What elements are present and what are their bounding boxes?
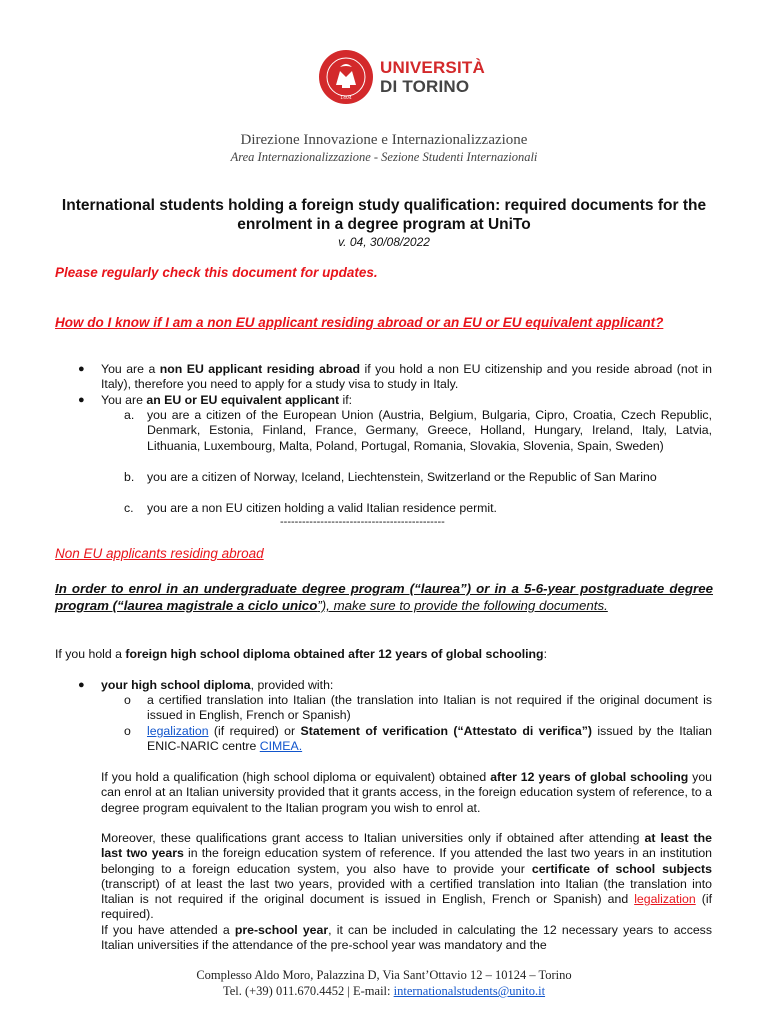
list-item-text: if you hold a non EU citizenship and you reside abroad (not in Italy), therefore you need to apply for a study visa to study in Italy. (101, 362, 712, 392)
update-warning: Please regularly check this document for updates. (55, 265, 378, 280)
list-item-non-eu (101, 362, 712, 393)
list-item-bold: your high school diploma (101, 678, 251, 692)
list-item-bold: non EU applicant residing abroad (159, 362, 361, 376)
paragraph-bold: certificate of school subjects (531, 861, 712, 876)
email-link[interactable]: internationalstudents@unito.it (393, 984, 546, 998)
paragraph-text: If you have attended a (101, 923, 235, 937)
instructions-bold: In order to enrol in an undergraduate degree program (“laurea”) or in a 5-6-year postgraduate degree program (“laurea magistrale a ciclo unico (55, 581, 713, 613)
sublist-item-eea-citizen: you are a citizen of Norway, Iceland, Liechtenstein, Switzerland or the Republic of San Marino (147, 470, 657, 484)
paragraph-text: in the foreign education system of reference. If you attended the last two years in an institution belonging to a foreign education system, you also have to provide your (101, 846, 712, 876)
intro-text: : (543, 647, 547, 661)
list-item-text: You are a (101, 362, 160, 376)
footer-phone: Tel. (+39) 011.670.4452 | E-mail: (222, 984, 394, 998)
paragraph-text: (if required). (101, 892, 712, 922)
list-item-bold: an EU or EU equivalent applicant (146, 393, 340, 407)
paragraph-bold: after 12 years of global schooling (490, 770, 689, 784)
paragraph-12-years (101, 770, 712, 816)
footer-address: Complesso Aldo Moro, Palazzina D, Via Sant’Ottavio 12 – 10124 – Torino (196, 968, 572, 982)
university-seal-icon (318, 49, 374, 105)
sublist-item-translation: a certified translation into Italian (the translation into Italian is not required if the original document is issued in English, French or Spanish) (147, 693, 712, 723)
sublist-marker: b. (124, 470, 135, 484)
university-logo (318, 49, 488, 109)
seal-year: 1404 (340, 96, 352, 101)
intro-text: If you hold a (55, 647, 126, 661)
bullet-dot: ● (78, 394, 85, 406)
paragraph-text: you can enrol at an Italian university provided that it grants access, in the foreign education system of reference, to a degree program equivalent to the Italian program you wish to enrol at. (101, 770, 712, 815)
legalization-link[interactable]: legalization (147, 724, 209, 738)
sublist-item-residence-permit: you are a non EU citizen holding a valid Italian residence permit. (147, 501, 497, 515)
section-title: Non EU applicants residing abroad (55, 546, 264, 561)
sublist-marker: o (124, 724, 131, 738)
directorate-title: Direzione Innovazione e Internazionalizzazione (240, 132, 528, 148)
list-item-text: You are (101, 393, 147, 407)
sublist-marker: o (124, 693, 131, 707)
bullet-dot: ● (78, 679, 85, 691)
sublist-bold: Statement of verification (“Attestato di verifica”) (300, 724, 592, 738)
paragraph-bold: pre-school year (234, 923, 329, 937)
instructions-normal: ”), make sure to provide the following documents. (317, 598, 608, 613)
list-item-text: , provided with: (250, 678, 334, 692)
paragraph-text: , it can be included in calculating the 12 necessary years to access Italian universities if the attendance of the pre-school year was mandatory and the (101, 923, 712, 953)
document-title: International students holding a foreign study qualification: required documents for the enrolment in a degree program at UniTo (61, 197, 707, 233)
sublist-item-eu-citizen: you are a citizen of the European Union (Austria, Belgium, Bulgaria, Cipro, Croatia, Czech Republic, Denmark, Estonia, Finland, France, Germany, Greece, Holland, Hungary, Ireland, Italy, Latvia, Lithuania, Luxembourg, Malta, Poland, Portugal, Romania, Slovakia, Slovenia, Spain, Sweden) (147, 408, 712, 453)
applicant-type-question: How do I know if I am a non EU applicant residing abroad or an EU or EU equivalent applicant? (55, 315, 664, 330)
sublist-text: issued by the Italian ENIC-NARIC centre (147, 724, 713, 754)
university-name-line2: DI TORINO (380, 77, 470, 96)
diploma-intro (55, 647, 547, 662)
sublist-marker: a. (124, 408, 135, 422)
intro-bold: foreign high school diploma obtained after 12 years of global schooling (125, 647, 544, 661)
area-subtitle: Area Internazionalizzazione - Sezione Studenti Internazionali (230, 150, 538, 164)
paragraph-text: If you hold a qualification (high school diploma or equivalent) obtained (101, 770, 491, 784)
paragraph-last-two-years (101, 831, 712, 923)
paragraph-bold: at least the last two years (101, 831, 712, 861)
separator-line: --------------------------------------------- (280, 516, 445, 528)
enrolment-instructions (55, 580, 713, 614)
legalization-link[interactable]: legalization (634, 892, 696, 907)
sublist-marker: c. (124, 501, 134, 515)
list-item-eu (101, 393, 712, 408)
university-name-line1: UNIVERSITÀ (380, 58, 485, 77)
sublist-item-legalization (147, 724, 712, 755)
cimea-link[interactable]: CIMEA. (259, 739, 303, 754)
sublist-text: (if required) or (208, 724, 301, 738)
paragraph-pre-school (101, 923, 712, 953)
document-version: v. 04, 30/08/2022 (338, 235, 430, 249)
bullet-dot: ● (78, 363, 85, 375)
footer-contact (0, 984, 768, 999)
paragraph-text: (transcript) of at least the last two years, provided with a certified translation into Italian (the translation into Italian is not required if the original document is issued in English, French or Spanish) and (101, 876, 712, 907)
paragraph-text: Moreover, these qualifications grant access to Italian universities only if obtained after attending (101, 831, 645, 845)
list-item-diploma (101, 678, 712, 693)
university-name (380, 58, 485, 96)
list-item-text: if: (339, 393, 353, 407)
